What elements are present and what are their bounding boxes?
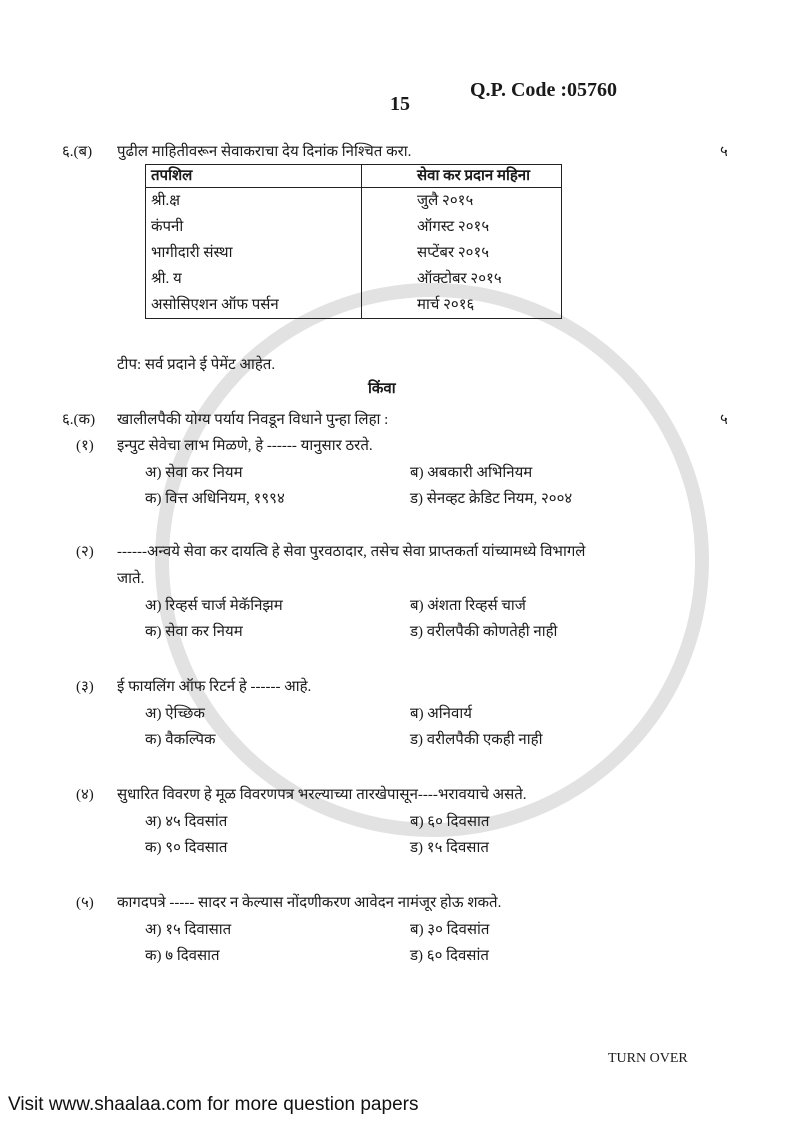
service-tax-table bbox=[145, 164, 562, 319]
sub-question-text: ई फायलिंग ऑफ रिटर्न हे ------ आहे. bbox=[117, 679, 312, 695]
table-row bbox=[146, 214, 562, 240]
marks: ५ bbox=[720, 412, 728, 428]
option-b: ब) ३० दिवसांत bbox=[410, 922, 490, 938]
option-c: क) सेवा कर नियम bbox=[145, 624, 243, 640]
question-text: पुढील माहितीवरून सेवाकराचा देय दिनांक निश्चित करा. bbox=[117, 144, 412, 160]
sub-question-number: (१) bbox=[76, 438, 94, 454]
footer-link-text: Visit www.shaalaa.com for more question papers bbox=[8, 1094, 419, 1115]
sub-question-number: (३) bbox=[76, 679, 94, 695]
table-cell: कंपनी bbox=[146, 214, 362, 240]
option-a: अ) ४५ दिवसांत bbox=[145, 814, 228, 830]
qp-code: Q.P. Code :05760 bbox=[470, 79, 618, 101]
option-d: ड) ६० दिवसांत bbox=[410, 948, 489, 964]
option-a: अ) १५ दिवासात bbox=[145, 922, 232, 938]
option-c: क) वैकल्पिक bbox=[145, 732, 216, 748]
table-cell: असोसिएशन ऑफ पर्सन bbox=[146, 292, 362, 319]
turn-over: TURN OVER bbox=[608, 1051, 688, 1066]
table-row bbox=[146, 266, 562, 292]
table-row bbox=[146, 292, 562, 319]
option-a: अ) रिव्हर्स चार्ज मेकॅनिझम bbox=[145, 598, 283, 614]
sub-question-number: (२) bbox=[76, 544, 94, 560]
question-number: ६.(क) bbox=[62, 412, 96, 428]
table-cell: श्री. य bbox=[146, 266, 362, 292]
table-cell: जुलै २०१५ bbox=[362, 188, 562, 215]
option-c: क) ९० दिवसात bbox=[145, 840, 228, 856]
option-d: ड) वरीलपैकी कोणतेही नाही bbox=[410, 624, 558, 640]
option-b: ब) अनिवार्य bbox=[410, 706, 472, 722]
option-a: अ) ऐच्छिक bbox=[145, 706, 205, 722]
or-label: किंवा bbox=[368, 381, 396, 397]
question-text: खालीलपैकी योग्य पर्याय निवडून विधाने पुन्हा लिहा : bbox=[117, 412, 389, 428]
option-c: क) वित्त अधिनियम, १९९४ bbox=[145, 491, 285, 507]
table-cell: मार्च २०१६ bbox=[362, 292, 562, 319]
option-c: क) ७ दिवसात bbox=[145, 948, 220, 964]
option-d: ड) १५ दिवसात bbox=[410, 840, 489, 856]
table-header: तपशिल bbox=[146, 165, 362, 188]
option-d: ड) सेनव्हट क्रेडिट नियम, २००४ bbox=[410, 491, 573, 507]
sub-question-text: कागदपत्रे ----- सादर न केल्यास नोंदणीकरण आवेदन नामंजूर होऊ शकते. bbox=[117, 895, 502, 911]
table-cell: ऑगस्ट २०१५ bbox=[362, 214, 562, 240]
sub-question-text-continued: जाते. bbox=[117, 571, 145, 587]
page-number: 15 bbox=[390, 93, 410, 115]
option-a: अ) सेवा कर नियम bbox=[145, 465, 243, 481]
table-row bbox=[146, 188, 562, 215]
table-cell: ऑक्टोबर २०१५ bbox=[362, 266, 562, 292]
sub-question-number: (५) bbox=[76, 895, 94, 911]
option-d: ड) वरीलपैकी एकही नाही bbox=[410, 732, 543, 748]
sub-question-number: (४) bbox=[76, 787, 94, 803]
table-header-row bbox=[146, 165, 562, 188]
sub-question-text: इन्पुट सेवेचा लाभ मिळणे, हे ------ यानुसार ठरते. bbox=[117, 438, 373, 454]
table-cell: श्री.क्ष bbox=[146, 188, 362, 215]
option-b: ब) अंशता रिव्हर्स चार्ज bbox=[410, 598, 526, 614]
table-cell: सप्टेंबर २०१५ bbox=[362, 240, 562, 266]
table-row bbox=[146, 240, 562, 266]
table-header: सेवा कर प्रदान महिना bbox=[362, 165, 562, 188]
table-cell: भागीदारी संस्था bbox=[146, 240, 362, 266]
sub-question-text: ------अन्वये सेवा कर दायत्वि हे सेवा पुरवठादार, तसेच सेवा प्राप्तकर्ता यांच्यामध्ये विभागले bbox=[117, 544, 586, 560]
option-b: ब) अबकारी अभिनियम bbox=[410, 465, 533, 481]
sub-question-text: सुधारित विवरण हे मूळ विवरणपत्र भरल्याच्या तारखेपासून----भरावयाचे असते. bbox=[117, 787, 527, 803]
question-number: ६.(ब) bbox=[62, 144, 93, 160]
marks: ५ bbox=[720, 144, 728, 160]
note: टीप: सर्व प्रदाने ई पेमेंट आहेत. bbox=[117, 357, 276, 373]
option-b: ब) ६० दिवसात bbox=[410, 814, 490, 830]
